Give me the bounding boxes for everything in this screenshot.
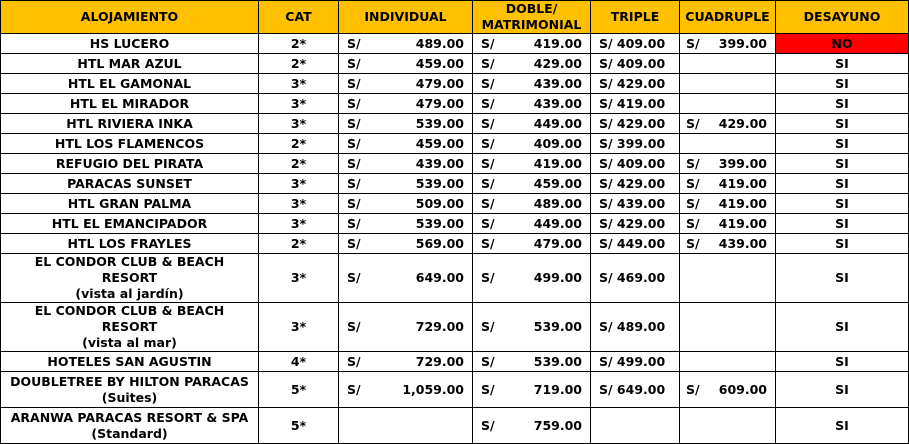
currency-symbol: S/	[481, 235, 495, 251]
category-cell: 3*	[259, 214, 339, 234]
desayuno-cell: SI	[776, 194, 909, 214]
triple-price-cell: S/ 499.00	[591, 352, 680, 372]
hotel-name: HOTELES SAN AGUSTIN	[47, 353, 212, 369]
hotel-room-type: (vista al mar)	[82, 335, 177, 350]
doble-price-cell	[473, 114, 591, 134]
currency-symbol: S/	[347, 195, 361, 211]
hotel-name-cell	[1, 114, 259, 134]
individual-price-cell	[339, 254, 473, 303]
individual-price: 489.00	[415, 35, 464, 51]
doble-price: 459.00	[533, 175, 582, 191]
cuadruple-price-cell	[680, 214, 776, 234]
individual-price-cell	[339, 114, 473, 134]
individual-price: 439.00	[415, 155, 464, 171]
currency-symbol: S/	[347, 381, 361, 397]
individual-price-cell	[339, 34, 473, 54]
doble-price-cell	[473, 408, 591, 444]
individual-price-cell	[339, 194, 473, 214]
category-cell: 3*	[259, 114, 339, 134]
doble-price-cell	[473, 372, 591, 408]
cuadruple-price-cell	[680, 134, 776, 154]
individual-price: 539.00	[415, 115, 464, 131]
doble-price-cell	[473, 303, 591, 352]
currency-symbol: S/	[347, 235, 361, 251]
doble-price-cell	[473, 234, 591, 254]
currency-symbol: S/	[347, 319, 361, 334]
triple-price-cell: S/ 419.00	[591, 94, 680, 114]
table-row	[1, 114, 909, 134]
hotel-name: HTL MAR AZUL	[77, 55, 182, 71]
doble-price-cell	[473, 194, 591, 214]
cuadruple-price: 419.00	[718, 215, 767, 231]
currency-symbol: S/	[686, 235, 700, 251]
header-cat: CAT	[259, 1, 339, 34]
triple-price-cell: S/ 429.00	[591, 114, 680, 134]
doble-price: 439.00	[533, 75, 582, 91]
doble-price: 409.00	[533, 135, 582, 151]
triple-price-cell: S/ 429.00	[591, 174, 680, 194]
cuadruple-price: 399.00	[718, 35, 767, 51]
triple-price-cell: S/ 439.00	[591, 194, 680, 214]
desayuno-cell: SI	[776, 234, 909, 254]
currency-symbol: S/	[347, 75, 361, 91]
cuadruple-price-cell	[680, 154, 776, 174]
hotel-name: ARANWA PARACAS RESORT & SPA	[10, 409, 249, 425]
doble-price: 419.00	[533, 155, 582, 171]
hotel-name: EL CONDOR CLUB & BEACH RESORT	[34, 254, 225, 285]
table-row	[1, 372, 909, 408]
category-cell: 2*	[259, 34, 339, 54]
cuadruple-price: 419.00	[718, 195, 767, 211]
header-cuadruple: CUADRUPLE	[680, 1, 776, 34]
desayuno-cell: SI	[776, 94, 909, 114]
currency-symbol: S/	[347, 95, 361, 111]
individual-price: 479.00	[415, 95, 464, 111]
individual-price: 1,059.00	[402, 381, 464, 397]
individual-price: 459.00	[415, 55, 464, 71]
hotel-room-type: (Standard)	[91, 425, 168, 441]
currency-symbol: S/	[481, 95, 495, 111]
doble-price: 759.00	[533, 417, 582, 433]
category-cell: 5*	[259, 408, 339, 444]
individual-price: 729.00	[415, 319, 464, 334]
hotel-room-type: (vista al jardín)	[75, 286, 184, 301]
currency-symbol: S/	[481, 319, 495, 334]
triple-price-cell: S/ 649.00	[591, 372, 680, 408]
triple-price-cell	[591, 408, 680, 444]
currency-symbol: S/	[481, 35, 495, 51]
hotel-name-cell	[1, 234, 259, 254]
cuadruple-price-cell	[680, 408, 776, 444]
hotel-name: HTL GRAN PALMA	[67, 195, 192, 211]
hotel-name: HTL LOS FLAMENCOS	[54, 135, 205, 151]
cuadruple-price: 429.00	[718, 115, 767, 131]
hotel-room-type: (Suites)	[101, 389, 158, 405]
individual-price: 509.00	[415, 195, 464, 211]
header-desayuno: DESAYUNO	[776, 1, 909, 34]
individual-price-cell	[339, 94, 473, 114]
currency-symbol: S/	[481, 195, 495, 211]
table-row	[1, 352, 909, 372]
cuadruple-price-cell	[680, 34, 776, 54]
currency-symbol: S/	[347, 270, 361, 285]
triple-price-cell: S/ 449.00	[591, 234, 680, 254]
cuadruple-price-cell	[680, 352, 776, 372]
hotel-name-cell	[1, 352, 259, 372]
doble-price-cell	[473, 134, 591, 154]
category-cell: 2*	[259, 54, 339, 74]
hotel-name-cell	[1, 174, 259, 194]
currency-symbol: S/	[347, 353, 361, 369]
hotel-name: HTL EL GAMONAL	[67, 75, 192, 91]
cuadruple-price-cell	[680, 372, 776, 408]
currency-symbol: S/	[347, 55, 361, 71]
table-row	[1, 154, 909, 174]
category-cell: 2*	[259, 234, 339, 254]
table-row	[1, 54, 909, 74]
desayuno-cell: SI	[776, 214, 909, 234]
individual-price-cell	[339, 154, 473, 174]
currency-symbol: S/	[481, 175, 495, 191]
cuadruple-price: 439.00	[718, 235, 767, 251]
individual-price-cell	[339, 134, 473, 154]
header-row	[1, 1, 909, 34]
hotel-name: HTL EL MIRADOR	[69, 95, 190, 111]
individual-price: 459.00	[415, 135, 464, 151]
cuadruple-price-cell	[680, 74, 776, 94]
hotel-name-cell	[1, 34, 259, 54]
doble-price-cell	[473, 174, 591, 194]
category-cell: 2*	[259, 154, 339, 174]
currency-symbol: S/	[481, 115, 495, 131]
doble-price: 439.00	[533, 95, 582, 111]
header-doble-line1: DOBLE/	[505, 1, 558, 16]
table-row	[1, 94, 909, 114]
table-row	[1, 234, 909, 254]
currency-symbol: S/	[686, 215, 700, 231]
triple-price-cell: S/ 429.00	[591, 214, 680, 234]
table-row	[1, 174, 909, 194]
currency-symbol: S/	[481, 417, 495, 433]
hotel-name: HTL RIVIERA INKA	[66, 115, 193, 131]
header-alojamiento: ALOJAMIENTO	[1, 1, 259, 34]
hotel-name: EL CONDOR CLUB & BEACH RESORT	[34, 303, 225, 334]
currency-symbol: S/	[347, 115, 361, 131]
triple-price-cell: S/ 409.00	[591, 54, 680, 74]
currency-symbol: S/	[481, 155, 495, 171]
category-cell: 3*	[259, 194, 339, 214]
table-row	[1, 254, 909, 303]
header-triple: TRIPLE	[591, 1, 680, 34]
desayuno-cell: SI	[776, 134, 909, 154]
triple-price-cell: S/ 489.00	[591, 303, 680, 352]
hotel-name-cell	[1, 74, 259, 94]
hotel-name-cell	[1, 134, 259, 154]
hotel-name: HTL LOS FRAYLES	[67, 235, 192, 251]
cuadruple-price: 609.00	[718, 381, 767, 397]
desayuno-cell: SI	[776, 372, 909, 408]
individual-price: 729.00	[415, 353, 464, 369]
currency-symbol: S/	[347, 135, 361, 151]
individual-price-cell	[339, 352, 473, 372]
doble-price-cell	[473, 154, 591, 174]
hotel-name: HTL EL EMANCIPADOR	[51, 215, 208, 231]
doble-price-cell	[473, 352, 591, 372]
category-cell: 2*	[259, 134, 339, 154]
hotel-name: HS LUCERO	[89, 35, 170, 51]
individual-price-cell	[339, 214, 473, 234]
cuadruple-price-cell	[680, 254, 776, 303]
category-cell: 3*	[259, 174, 339, 194]
doble-price: 539.00	[533, 353, 582, 369]
category-cell: 3*	[259, 254, 339, 303]
category-cell: 3*	[259, 74, 339, 94]
doble-price: 499.00	[533, 270, 582, 285]
currency-symbol: S/	[347, 175, 361, 191]
category-cell: 4*	[259, 352, 339, 372]
desayuno-cell: NO	[776, 34, 909, 54]
hotel-name-cell	[1, 154, 259, 174]
desayuno-cell: SI	[776, 352, 909, 372]
currency-symbol: S/	[347, 35, 361, 51]
desayuno-cell: SI	[776, 154, 909, 174]
currency-symbol: S/	[481, 270, 495, 285]
cuadruple-price-cell	[680, 94, 776, 114]
header-doble-line2: MATRIMONIAL	[481, 17, 582, 32]
doble-price-cell	[473, 34, 591, 54]
doble-price-cell	[473, 74, 591, 94]
individual-price: 479.00	[415, 75, 464, 91]
cuadruple-price: 399.00	[718, 155, 767, 171]
individual-price-cell	[339, 372, 473, 408]
individual-price-cell	[339, 54, 473, 74]
desayuno-cell: SI	[776, 74, 909, 94]
table-row	[1, 214, 909, 234]
currency-symbol: S/	[347, 155, 361, 171]
hotel-name-cell	[1, 408, 259, 444]
currency-symbol: S/	[686, 381, 700, 397]
triple-price-cell: S/ 399.00	[591, 134, 680, 154]
doble-price: 479.00	[533, 235, 582, 251]
cuadruple-price-cell	[680, 54, 776, 74]
cuadruple-price-cell	[680, 194, 776, 214]
individual-price: 539.00	[415, 215, 464, 231]
desayuno-cell: SI	[776, 254, 909, 303]
hotel-name-cell	[1, 214, 259, 234]
table-row	[1, 134, 909, 154]
doble-price: 719.00	[533, 381, 582, 397]
cuadruple-price-cell	[680, 234, 776, 254]
currency-symbol: S/	[686, 115, 700, 131]
hotel-name-cell	[1, 54, 259, 74]
doble-price: 449.00	[533, 115, 582, 131]
doble-price-cell	[473, 54, 591, 74]
table-row	[1, 74, 909, 94]
desayuno-cell: SI	[776, 303, 909, 352]
cuadruple-price-cell	[680, 114, 776, 134]
hotel-name-cell	[1, 94, 259, 114]
currency-symbol: S/	[481, 381, 495, 397]
doble-price: 429.00	[533, 55, 582, 71]
currency-symbol: S/	[481, 75, 495, 91]
desayuno-cell: SI	[776, 174, 909, 194]
currency-symbol: S/	[686, 35, 700, 51]
currency-symbol: S/	[481, 215, 495, 231]
doble-price-cell	[473, 254, 591, 303]
individual-price-cell	[339, 74, 473, 94]
individual-price-cell	[339, 303, 473, 352]
individual-price: 569.00	[415, 235, 464, 251]
header-doble	[473, 1, 591, 34]
doble-price-cell	[473, 94, 591, 114]
triple-price-cell: S/ 469.00	[591, 254, 680, 303]
doble-price: 489.00	[533, 195, 582, 211]
desayuno-cell: SI	[776, 54, 909, 74]
desayuno-cell: SI	[776, 408, 909, 444]
table-row	[1, 303, 909, 352]
hotel-name-cell	[1, 194, 259, 214]
doble-price: 539.00	[533, 319, 582, 334]
doble-price: 449.00	[533, 215, 582, 231]
individual-price: 649.00	[415, 270, 464, 285]
category-cell: 5*	[259, 372, 339, 408]
category-cell: 3*	[259, 94, 339, 114]
table-body	[1, 34, 909, 444]
hotel-name: DOUBLETREE BY HILTON PARACAS	[10, 373, 249, 389]
hotel-name: REFUGIO DEL PIRATA	[55, 155, 204, 171]
cuadruple-price: 419.00	[718, 175, 767, 191]
cuadruple-price-cell	[680, 174, 776, 194]
table-row	[1, 194, 909, 214]
hotel-name: PARACAS SUNSET	[67, 175, 192, 191]
currency-symbol: S/	[481, 135, 495, 151]
triple-price-cell: S/ 409.00	[591, 154, 680, 174]
currency-symbol: S/	[481, 353, 495, 369]
triple-price-cell: S/ 409.00	[591, 34, 680, 54]
hotel-name-cell	[1, 303, 259, 352]
table-row	[1, 34, 909, 54]
individual-price-cell	[339, 234, 473, 254]
hotel-name-cell	[1, 372, 259, 408]
cuadruple-price-cell	[680, 303, 776, 352]
currency-symbol: S/	[686, 155, 700, 171]
doble-price: 419.00	[533, 35, 582, 51]
currency-symbol: S/	[347, 215, 361, 231]
category-cell: 3*	[259, 303, 339, 352]
individual-price-cell	[339, 174, 473, 194]
doble-price-cell	[473, 214, 591, 234]
triple-price-cell: S/ 429.00	[591, 74, 680, 94]
table-row	[1, 408, 909, 444]
individual-price-cell	[339, 408, 473, 444]
currency-symbol: S/	[686, 195, 700, 211]
header-individual: INDIVIDUAL	[339, 1, 473, 34]
desayuno-cell: SI	[776, 114, 909, 134]
hotel-name-cell	[1, 254, 259, 303]
individual-price: 539.00	[415, 175, 464, 191]
currency-symbol: S/	[481, 55, 495, 71]
currency-symbol: S/	[686, 175, 700, 191]
